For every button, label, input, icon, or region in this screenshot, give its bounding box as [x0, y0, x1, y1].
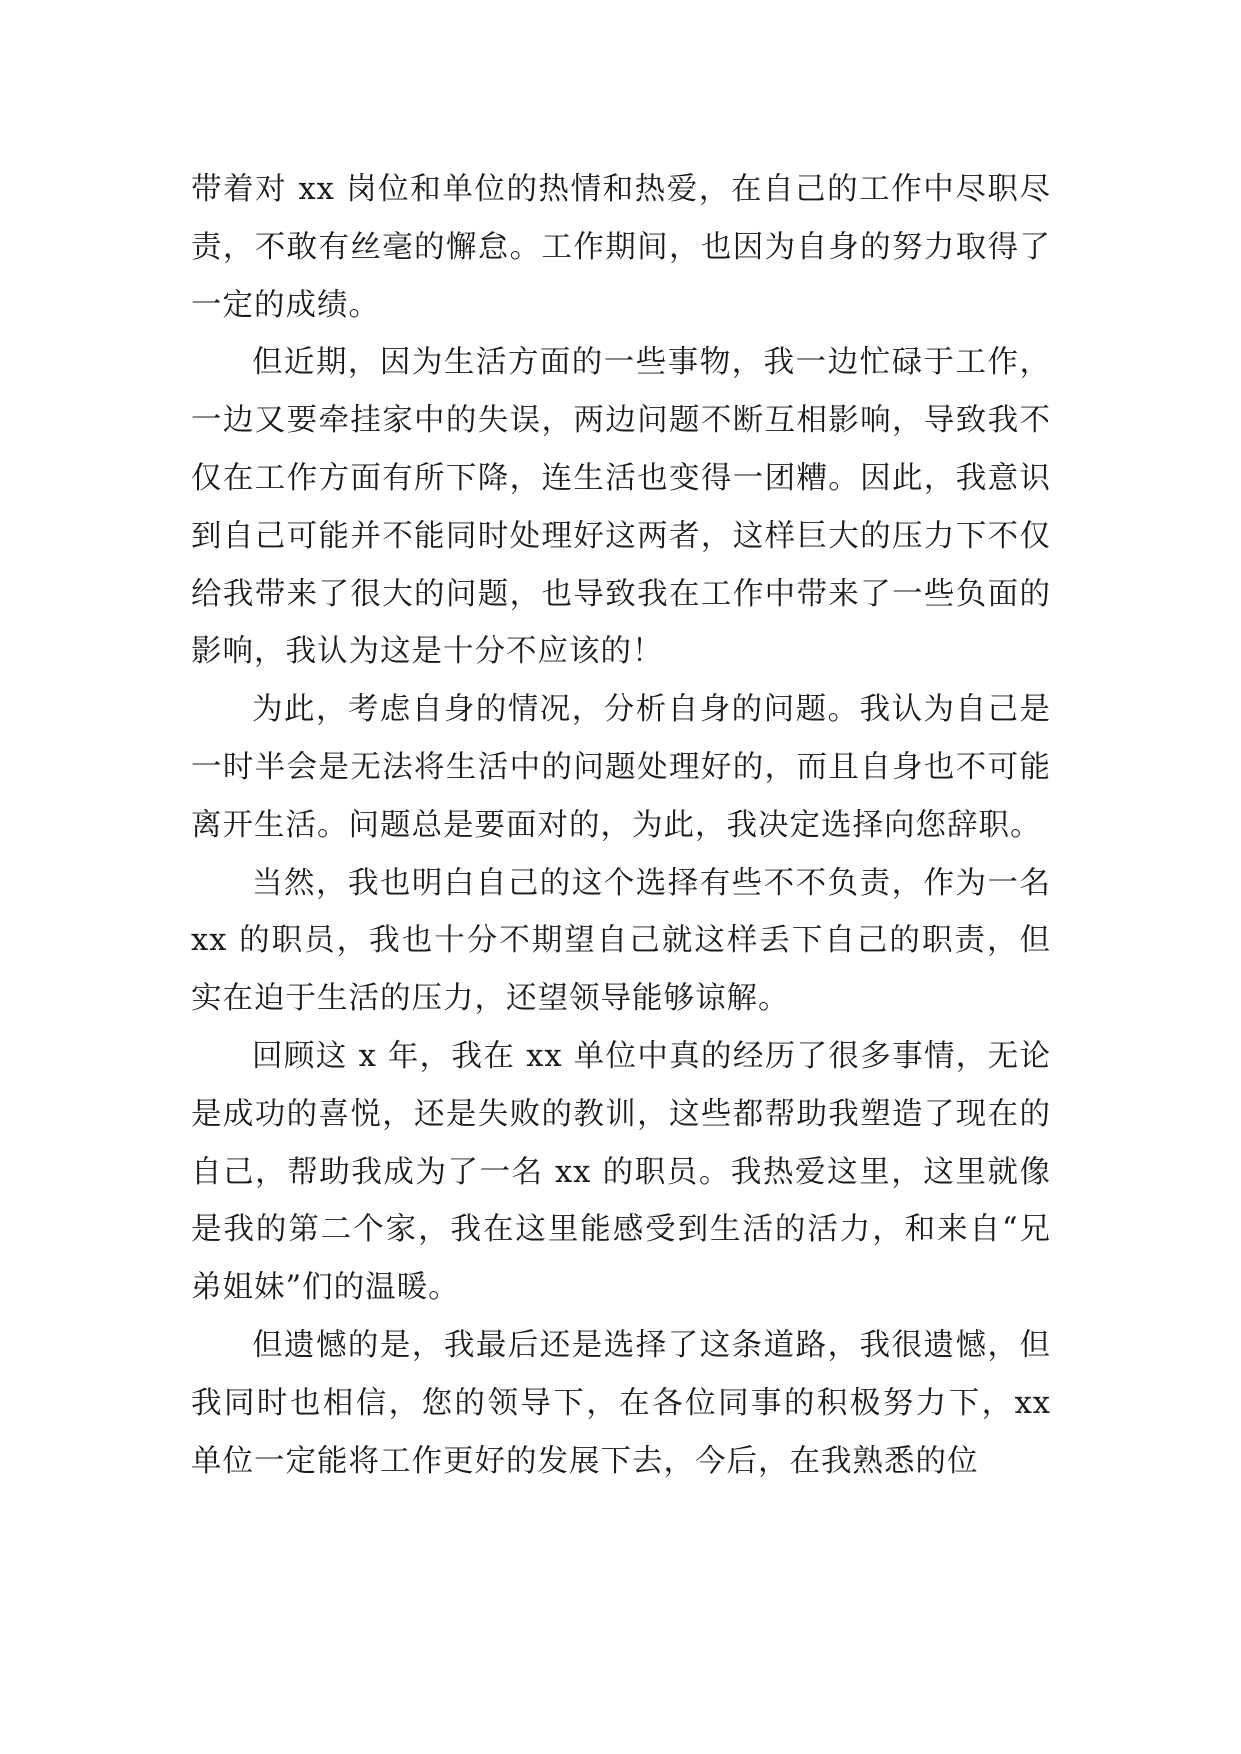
paragraph-4: 当然，我也明白自己的这个选择有些不不负责，作为一名 xx 的职员，我也十分不期望自己就这样丢下自己的职责，但实在迫于生活的压力，还望领导能够谅解。: [191, 865, 1051, 1017]
paragraph-3: 为此，考虑自身的情况，分析自身的问题。我认为自己是一时半会是无法将生活中的问题处理好的，而且自身也不可能离开生活。问题总是要面对的，为此，我决定选择向您辞职。: [191, 692, 1051, 843]
paragraph-6: 但遗憾的是，我最后还是选择了这条道路，我很遗憾，但我同时也相信，您的领导下，在各位同事的积极努力下，xx 单位一定能将工作更好的发展下去，今后，在我熟悉的位: [191, 1327, 1051, 1479]
paragraph-5: 回顾这 x 年，我在 xx 单位中真的经历了很多事情，无论是成功的喜悦，还是失败的教训，这些都帮助我塑造了现在的自己，帮助我成为了一名 xx 的职员。我热爱这里，这里就像是我的第二个家，我在这里能感受到生活的活力，和来自“兄弟姐妹”们的温暖。: [191, 1038, 1051, 1306]
paragraph-1: 带着对 xx 岗位和单位的热情和热爱，在自己的工作中尽职尽责，不敢有丝毫的懈怠。工作期间，也因为自身的努力取得了一定的成绩。: [191, 172, 1051, 323]
paragraph-2: 但近期，因为生活方面的一些事物，我一边忙碌于工作，一边又要牵挂家中的失误，两边问题不断互相影响，导致我不仅在工作方面有所下降，连生活也变得一团糟。因此，我意识到自己可能并不能同时处理好这两者，这样巨大的压力下不仅给我带来了很大的问题，也导致我在工作中带来了一些负面的影响，我认为这是十分不应该的！: [191, 345, 1051, 670]
document-body: [191, 161, 1051, 1490]
